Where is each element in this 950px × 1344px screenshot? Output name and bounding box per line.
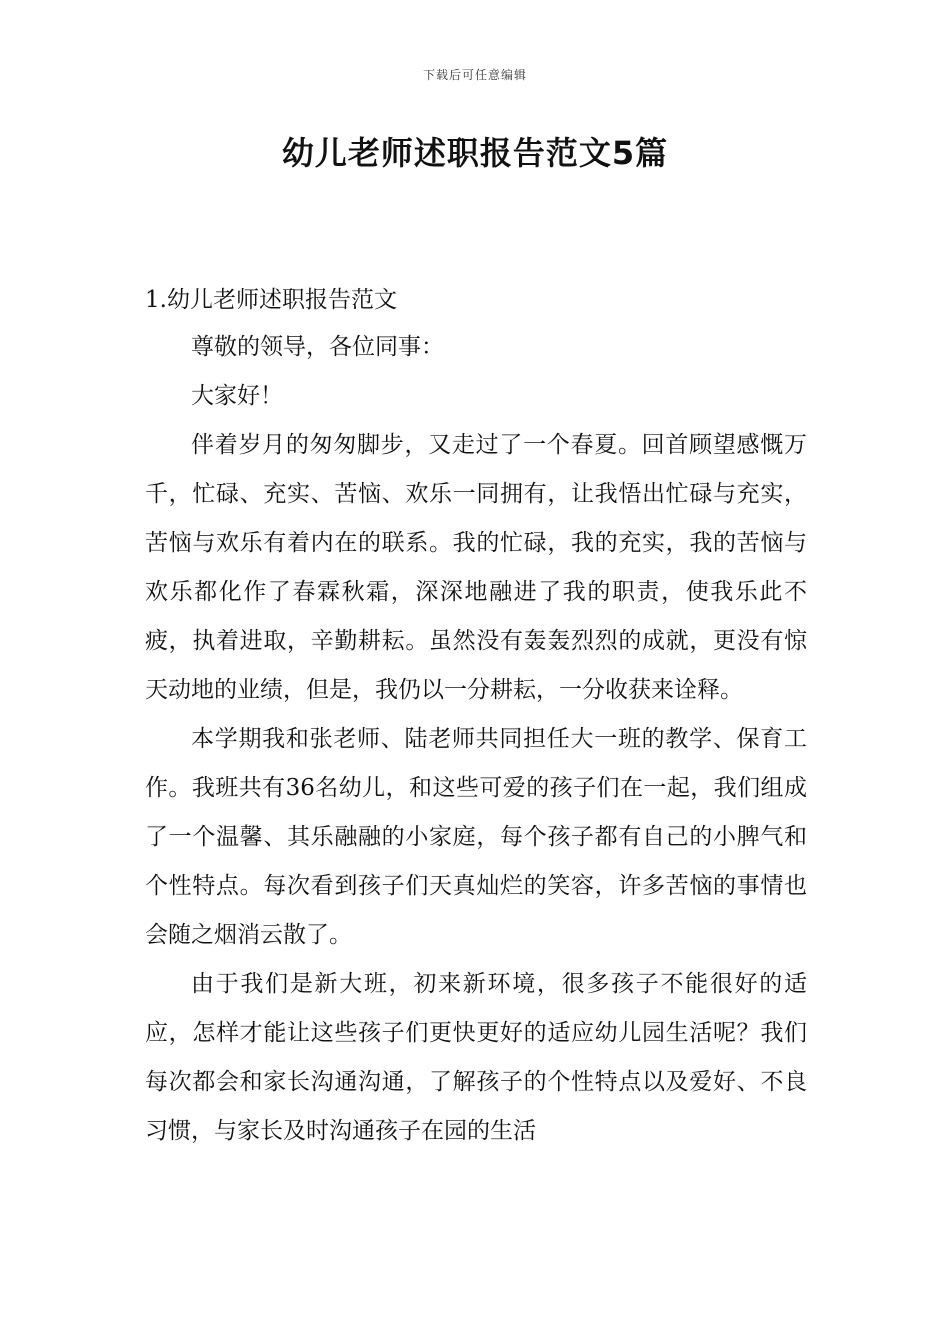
document-title: 幼儿老师述职报告范文5篇 — [281, 134, 669, 172]
body-paragraph-1: 伴着岁月的匆匆脚步，又走过了一个春夏。回首顾望感慨万千，忙碌、充实、苦恼、欢乐一同拥有，让我悟出忙碌与充实，苦恼与欢乐有着内在的联系。我的忙碌，我的充实，我的苦恼与欢乐都化作了春霖秋霜，深深地融进了我的职责，使我乐此不疲，执着进取，辛勤耕耘。虽然没有轰轰烈烈的成就，更没有惊天动地的业绩，但是，我仍以一分耕耘，一分收获来诠释。 — [145, 432, 807, 703]
section-heading: 1.幼儿老师述职报告范文 — [145, 287, 397, 313]
header-note: 下载后可任意编辑 — [422, 68, 527, 82]
document-body — [145, 280, 807, 1156]
salutation-paragraph: 尊敬的领导，各位同事： — [191, 334, 444, 360]
body-paragraph-3: 由于我们是新大班，初来新环境，很多孩子不能很好的适应，怎样才能让这些孩子们更快更好的适应幼儿园生活呢？我们每次都会和家长沟通沟通，了解孩子的个性特点以及爱好、不良习惯，与家长及时沟通孩子在园的生活 — [145, 971, 807, 1144]
greeting-paragraph: 大家好！ — [191, 383, 283, 409]
body-paragraph-2: 本学期我和张老师、陆老师共同担任大一班的教学、保育工作。我班共有36名幼儿，和这些可爱的孩子们在一起，我们组成了一个温馨、其乐融融的小家庭，每个孩子都有自己的小脾气和个性特点。每次看到孩子们天真灿烂的笑容，许多苦恼的事情也会随之烟消云散了。 — [145, 726, 807, 948]
